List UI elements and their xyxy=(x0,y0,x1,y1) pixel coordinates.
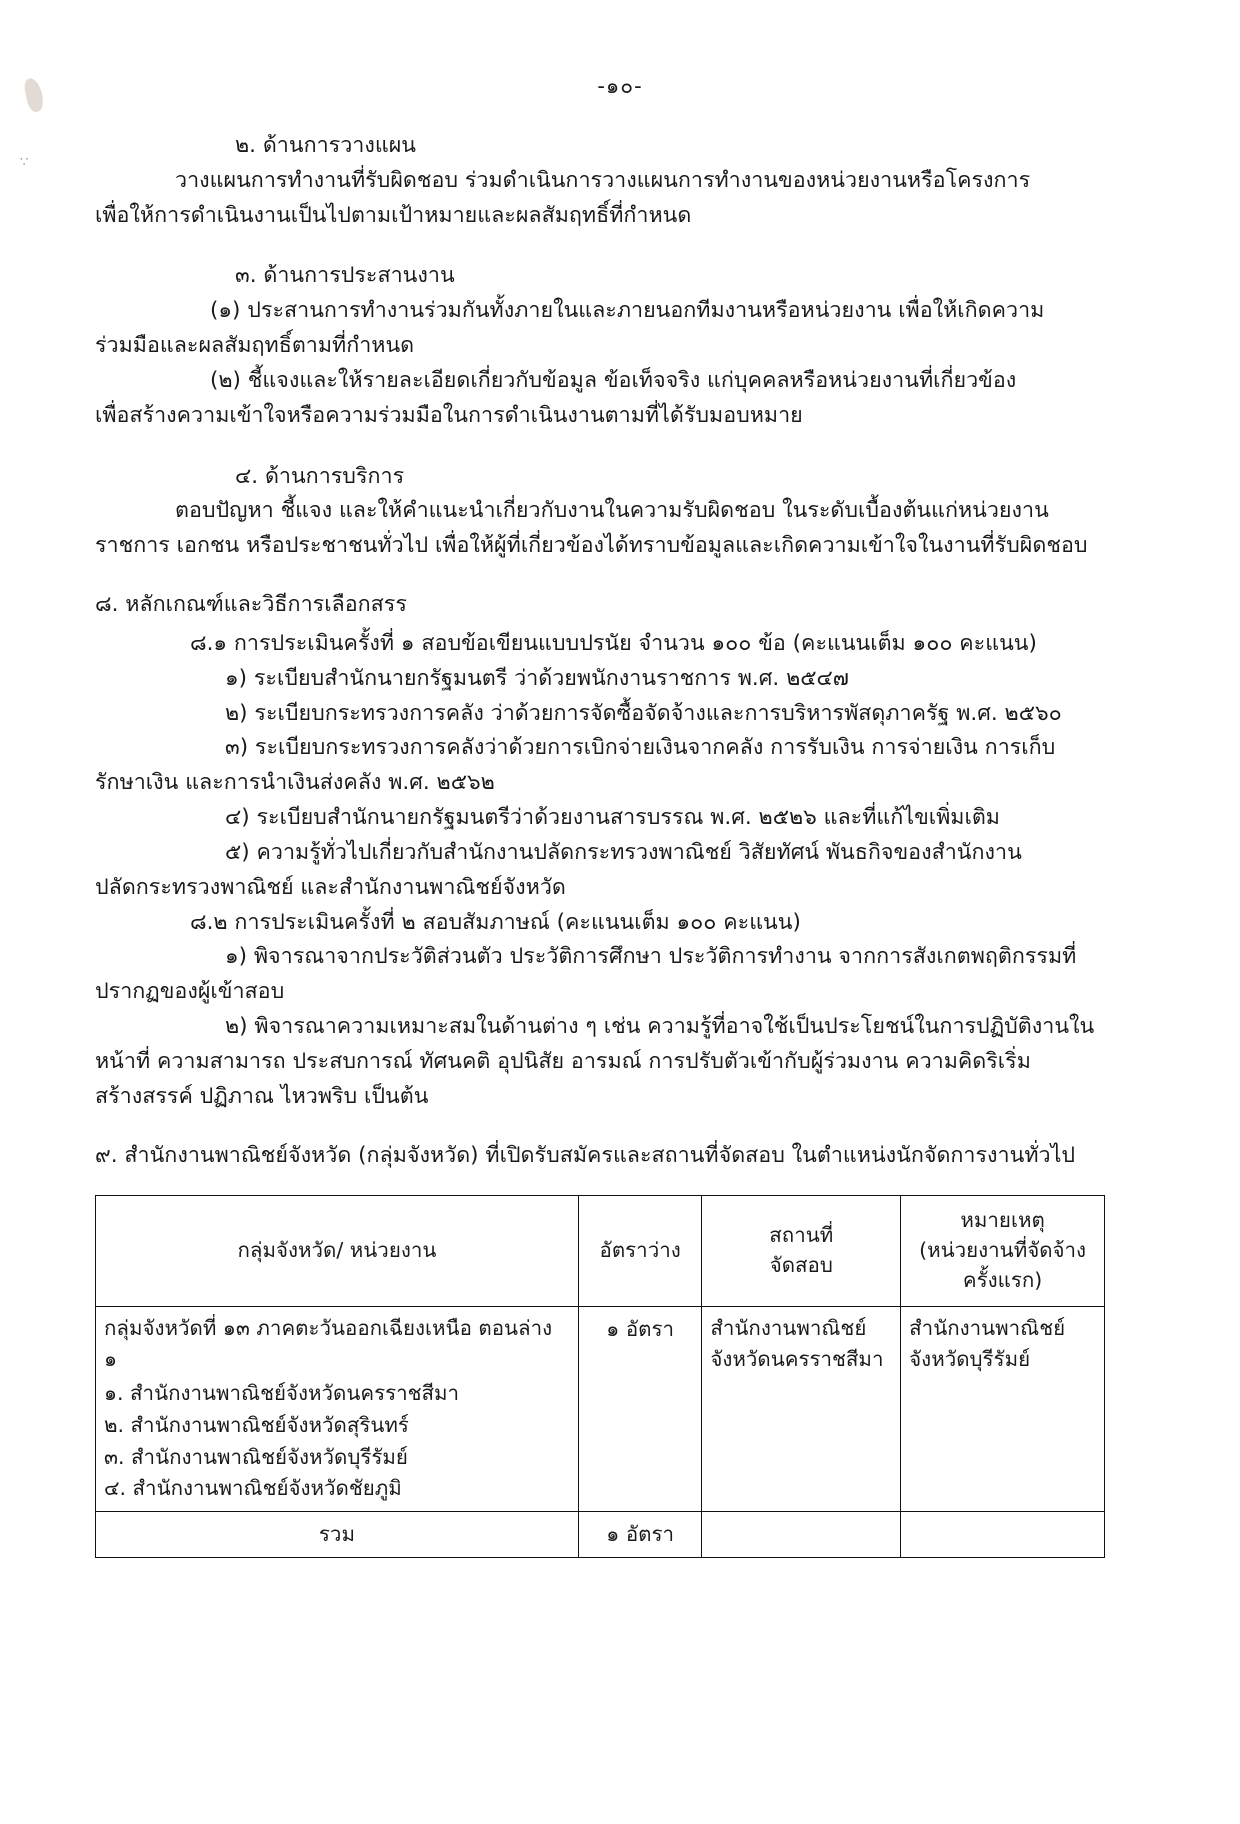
assessment-1-item-5-cont: ปลัดกระทรวงพาณิชย์ และสำนักงานพาณิชย์จังหวัด xyxy=(95,874,566,900)
provinces-table-body xyxy=(96,1306,1105,1558)
document-body xyxy=(0,129,1240,1558)
page-number: -๑๐- xyxy=(597,74,643,98)
total-remark-empty xyxy=(901,1512,1105,1558)
assessment-1-item-3-cont: รักษาเงิน และการนำเงินส่งคลัง พ.ศ. ๒๕๖๒ xyxy=(95,770,495,796)
header-remark xyxy=(901,1196,1105,1306)
cell-vacancy: ๑ อัตรา xyxy=(578,1306,701,1512)
section-coordination-para-3: (๒) ชี้แจงและให้รายละเอียดเกี่ยวกับข้อมูล ข้อเท็จจริง แก่บุคคลหรือหน่วยงานที่เกี่ยวข้อง xyxy=(210,367,1017,393)
section-planning-heading: ๒. ด้านการวางแผน xyxy=(235,133,417,158)
exam-place-line-1: สำนักงานพาณิชย์ xyxy=(710,1315,867,1340)
remark-line-2: จังหวัดบุรีรัมย์ xyxy=(909,1347,1031,1372)
provinces-table xyxy=(95,1195,1105,1558)
header-exam-place-line-2: จัดสอบ xyxy=(769,1252,833,1277)
section-coordination-heading: ๓. ด้านการประสานงาน xyxy=(235,263,455,289)
scan-artifact-mark: ∵ xyxy=(20,155,29,170)
document-page xyxy=(0,70,1240,1824)
section-locations xyxy=(95,1139,1105,1559)
assessment-1-item-5: ๕) ความรู้ทั่วไปเกี่ยวกับสำนักงานปลัดกระทรวงพาณิชย์ วิสัยทัศน์ พันธกิจของสำนักงาน xyxy=(225,839,1022,865)
header-remark-line-2: (หน่วยงานที่จัดจ้าง xyxy=(919,1238,1087,1263)
total-exam-place-empty xyxy=(702,1512,901,1558)
remark-line-1: สำนักงานพาณิชย์ xyxy=(909,1315,1066,1340)
header-group-province: กลุ่มจังหวัด/ หน่วยงาน xyxy=(96,1196,579,1306)
cell-exam-place xyxy=(702,1306,901,1512)
section-service-para-1: ตอบปัญหา ชี้แจง และให้คำแนะนำเกี่ยวกับงานในความรับผิดชอบ ในระดับเบื้องต้นแก่หน่วยงาน xyxy=(175,498,1049,524)
table-header-row xyxy=(96,1196,1105,1306)
section-coordination-para-4: เพื่อสร้างความเข้าใจหรือความร่วมมือในการดำเนินงานตามที่ได้รับมอบหมาย xyxy=(95,402,803,428)
section-planning-para-1: วางแผนการทำงานที่รับผิดชอบ ร่วมดำเนินการวางแผนการทำงานของหน่วยงานหรือโครงการ xyxy=(175,167,1031,193)
header-remark-line-3: ครั้งแรก) xyxy=(962,1267,1043,1292)
assessment-2-item-2-cont-2: สร้างสรรค์ ปฏิภาณ ไหวพริบ เป็นต้น xyxy=(95,1083,429,1109)
header-vacancy: อัตราว่าง xyxy=(578,1196,701,1306)
assessment-2-item-1: ๑) พิจารณาจากประวัติส่วนตัว ประวัติการศึกษา ประวัติการทำงาน จากการสังเกตพฤติกรรมที่ xyxy=(225,944,1077,970)
assessment-2-item-2: ๒) พิจารณาความเหมาะสมในด้านต่าง ๆ เช่น ความรู้ที่อาจใช้เป็นประโยชน์ในการปฏิบัติงานใน xyxy=(225,1014,1095,1040)
section-planning xyxy=(95,129,1105,233)
exam-place-line-2: จังหวัดนครราชสีมา xyxy=(710,1347,884,1372)
office-item: ๓. สำนักงานพาณิชย์จังหวัดบุรีรัมย์ xyxy=(104,1444,408,1469)
assessment-2-item-1-cont: ปรากฏของผู้เข้าสอบ xyxy=(95,979,285,1005)
section-service-heading: ๔. ด้านการบริการ xyxy=(235,463,405,489)
table-total-row xyxy=(96,1512,1105,1558)
office-item: ๑. สำนักงานพาณิชย์จังหวัดนครราชสีมา xyxy=(104,1381,460,1406)
header-exam-place-line-1: สถานที่ xyxy=(769,1223,834,1248)
section-coordination-para-2: ร่วมมือและผลสัมฤทธิ์ตามที่กำหนด xyxy=(95,333,415,359)
assessment-2-item-2-cont-1: หน้าที่ ความสามารถ ประสบการณ์ ทัศนคติ อุปนิสัย อารมณ์ การปรับตัวเข้ากับผู้ร่วมงาน ความคิดริเริ่ม xyxy=(95,1048,1031,1074)
assessment-1-item-2: ๒) ระเบียบกระทรวงการคลัง ว่าด้วยการจัดซื้อจัดจ้างและการบริหารพัสดุภาครัฐ พ.ศ. ๒๕๖๐ xyxy=(225,700,1062,726)
section-coordination-para-1: (๑) ประสานการทำงานร่วมกันทั้งภายในและภายนอกทีมงานหรือหน่วยงาน เพื่อให้เกิดความ xyxy=(210,298,1045,324)
section-locations-heading: ๙. สำนักงานพาณิชย์จังหวัด (กลุ่มจังหวัด) ที่เปิดรับสมัครและสถานที่จัดสอบ ในตำแหน่งนักจัดการงานทั่วไป xyxy=(95,1142,1076,1168)
section-service xyxy=(95,460,1105,564)
total-vacancy: ๑ อัตรา xyxy=(578,1512,701,1558)
assessment-1-item-1: ๑) ระเบียบสำนักนายกรัฐมนตรี ว่าด้วยพนักงานราชการ พ.ศ. ๒๕๔๗ xyxy=(225,665,849,691)
office-item: ๒. สำนักงานพาณิชย์จังหวัดสุรินทร์ xyxy=(104,1412,409,1437)
assessment-1-item-4: ๔) ระเบียบสำนักนายกรัฐมนตรีว่าด้วยงานสารบรรณ พ.ศ. ๒๕๒๖ และที่แก้ไขเพิ่มเติม xyxy=(225,805,1000,831)
header-remark-line-1: หมายเหตุ xyxy=(960,1208,1045,1233)
assessment-1-item-3: ๓) ระเบียบกระทรวงการคลังว่าด้วยการเบิกจ่ายเงินจากคลัง การรับเงิน การจ่ายเงิน การเก็บ xyxy=(225,735,1056,761)
provinces-table-head xyxy=(96,1196,1105,1306)
header-exam-place xyxy=(702,1196,901,1306)
table-row xyxy=(96,1306,1105,1512)
section-service-para-2: ราชการ เอกชน หรือประชาชนทั่วไป เพื่อให้ผู้ที่เกี่ยวข้องได้ทราบข้อมูลและเกิดความเข้าใจในงานที่รับผิดชอบ xyxy=(95,533,1088,559)
total-label: รวม xyxy=(96,1512,579,1558)
cell-group-province xyxy=(96,1306,579,1512)
assessment-1-heading: ๘.๑ การประเมินครั้งที่ ๑ สอบข้อเขียนแบบปรนัย จำนวน ๑๐๐ ข้อ (คะแนนเต็ม ๑๐๐ คะแนน) xyxy=(190,630,1037,656)
section-planning-para-2: เพื่อให้การดำเนินงานเป็นไปตามเป้าหมายและผลสัมฤทธิ์ที่กำหนด xyxy=(95,202,692,228)
section-coordination xyxy=(95,259,1105,433)
section-criteria-heading: ๘. หลักเกณฑ์และวิธีการเลือกสรร xyxy=(95,592,407,618)
cell-remark xyxy=(901,1306,1105,1512)
assessment-2-heading: ๘.๒ การประเมินครั้งที่ ๒ สอบสัมภาษณ์ (คะแนนเต็ม ๑๐๐ คะแนน) xyxy=(190,909,801,935)
office-item: ๔. สำนักงานพาณิชย์จังหวัดชัยภูมิ xyxy=(104,1476,402,1501)
section-criteria xyxy=(95,588,1105,1114)
group-title: กลุ่มจังหวัดที่ ๑๓ ภาคตะวันออกเฉียงเหนือ ตอนล่าง ๑ xyxy=(104,1315,553,1372)
